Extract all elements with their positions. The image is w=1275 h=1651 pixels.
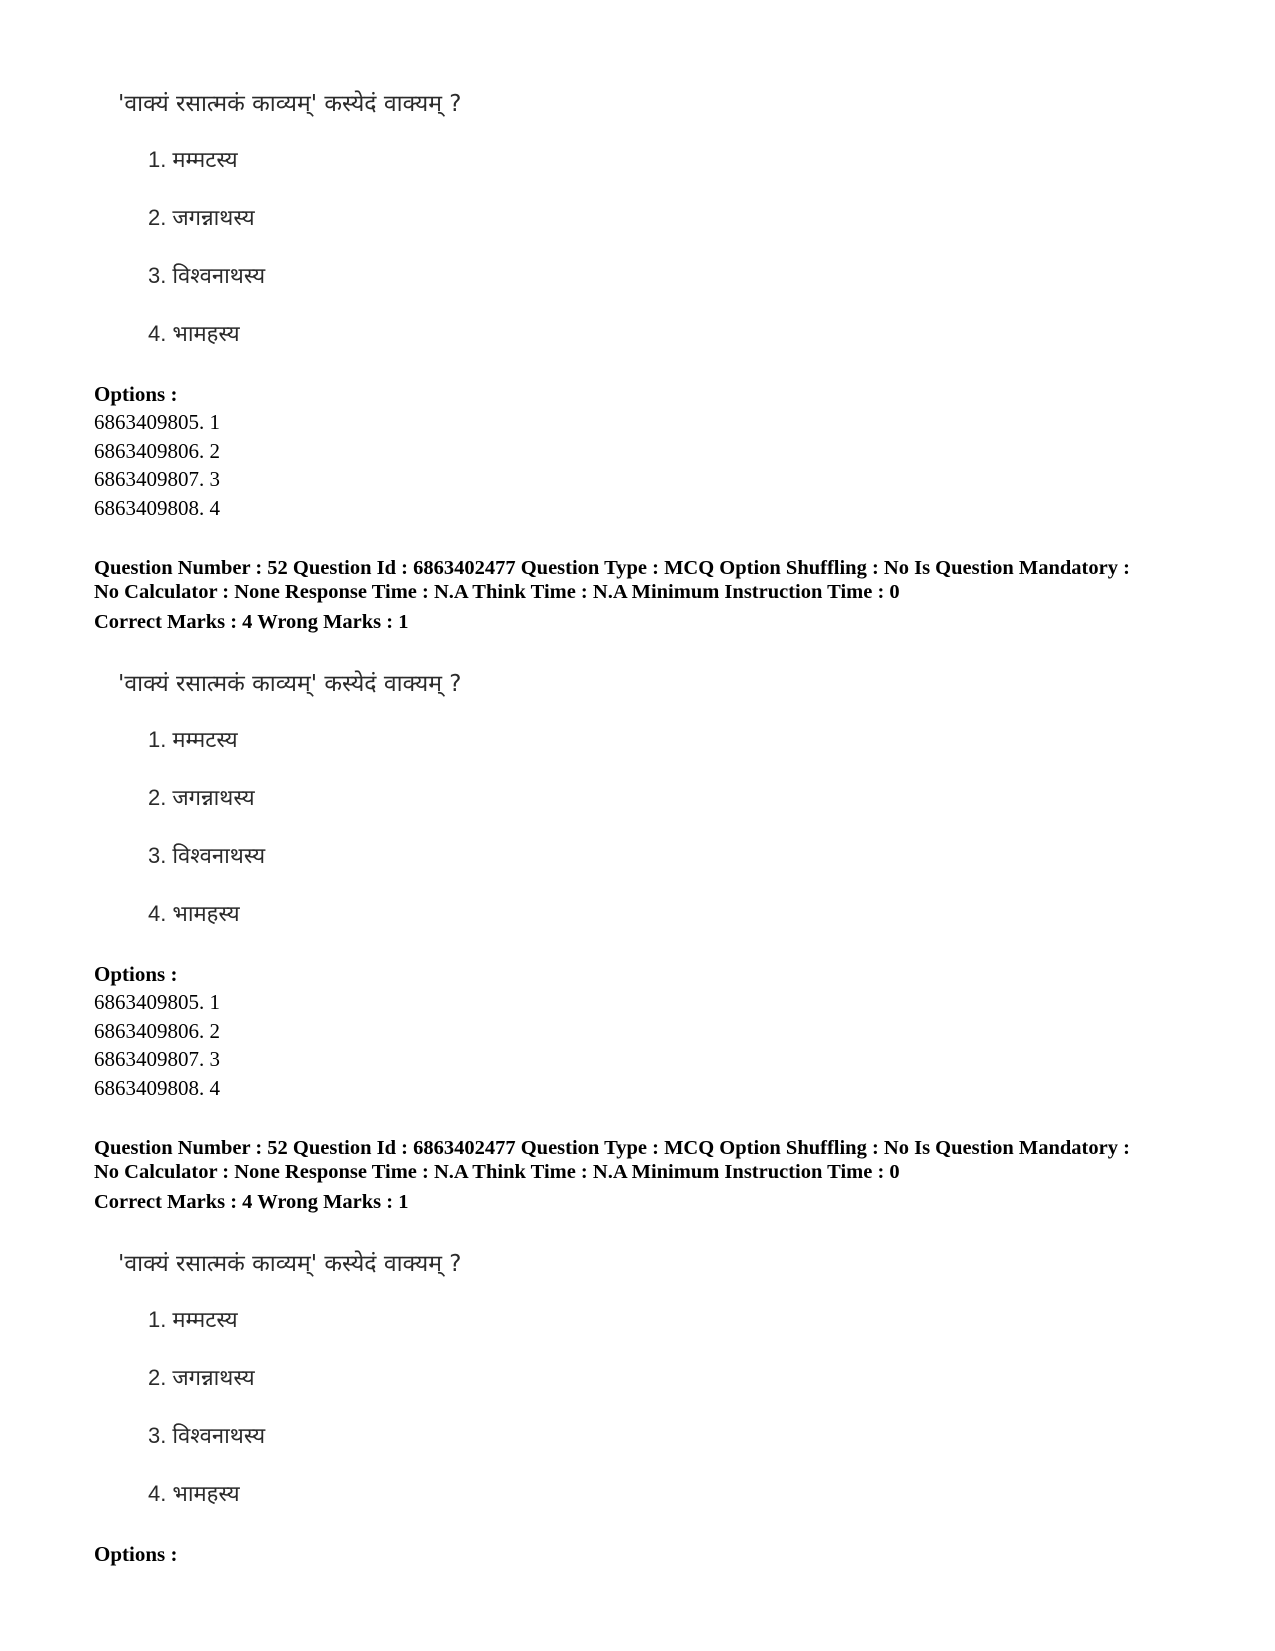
- option-id-line: 6863409806. 2: [94, 439, 220, 463]
- option-id-line: 6863409808. 4: [94, 1076, 220, 1100]
- choice-4: 4. भामहस्य: [148, 321, 240, 347]
- choice-1: 1. मम्मटस्य: [148, 727, 238, 753]
- choice-3: 3. विश्वनाथस्य: [148, 843, 266, 869]
- question-meta: [94, 556, 1214, 604]
- choice-3: 3. विश्वनाथस्य: [148, 1423, 266, 1449]
- meta-line: Question Number : 52 Question Id : 6863402477 Question Type : MCQ Option Shuffling : No Is Question Mandatory :: [94, 1137, 1130, 1159]
- options-label: Options :: [94, 1542, 178, 1566]
- question-meta: [94, 1136, 1214, 1184]
- choice-3: 3. विश्वनाथस्य: [148, 263, 266, 289]
- marks-line: Correct Marks : 4 Wrong Marks : 1: [94, 611, 409, 633]
- option-id-line: 6863409807. 3: [94, 1047, 220, 1071]
- choice-2: 2. जगन्नाथस्य: [148, 785, 255, 811]
- choice-2: 2. जगन्नाथस्य: [148, 1365, 255, 1391]
- choice-1: 1. मम्मटस्य: [148, 147, 238, 173]
- question-text: 'वाक्यं रसात्मकं काव्यम्' कस्येदं वाक्यम् ?: [118, 1251, 462, 1277]
- choice-4: 4. भामहस्य: [148, 1481, 240, 1507]
- options-label: Options :: [94, 962, 178, 986]
- option-id-line: 6863409807. 3: [94, 467, 220, 491]
- question-text: 'वाक्यं रसात्मकं काव्यम्' कस्येदं वाक्यम् ?: [118, 91, 462, 117]
- meta-line: No Calculator : None Response Time : N.A Think Time : N.A Minimum Instruction Time : 0: [94, 581, 900, 603]
- choice-2: 2. जगन्नाथस्य: [148, 205, 255, 231]
- option-id-line: 6863409808. 4: [94, 496, 220, 520]
- option-id-line: 6863409806. 2: [94, 1019, 220, 1043]
- option-id-line: 6863409805. 1: [94, 410, 220, 434]
- choice-4: 4. भामहस्य: [148, 901, 240, 927]
- choice-1: 1. मम्मटस्य: [148, 1307, 238, 1333]
- options-label: Options :: [94, 382, 178, 406]
- marks-line: Correct Marks : 4 Wrong Marks : 1: [94, 1191, 409, 1213]
- meta-line: Question Number : 52 Question Id : 6863402477 Question Type : MCQ Option Shuffling : No Is Question Mandatory :: [94, 557, 1130, 579]
- option-id-line: 6863409805. 1: [94, 990, 220, 1014]
- question-text: 'वाक्यं रसात्मकं काव्यम्' कस्येदं वाक्यम् ?: [118, 671, 462, 697]
- meta-line: No Calculator : None Response Time : N.A Think Time : N.A Minimum Instruction Time : 0: [94, 1161, 900, 1183]
